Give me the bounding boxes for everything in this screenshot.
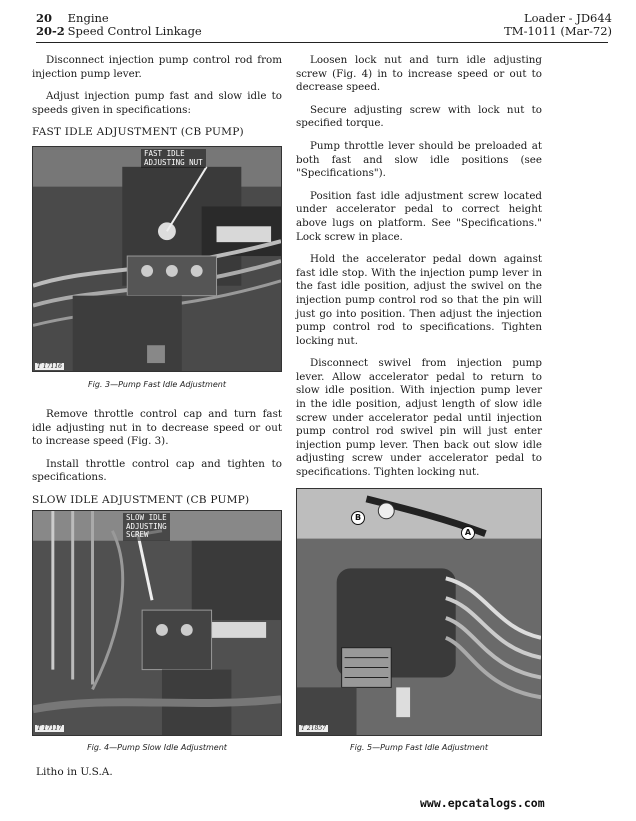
paragraph: Pump throttle lever should be preloaded at both fast and slow idle positions (see "Specifications").: [296, 139, 542, 180]
figure-5-photo: [296, 488, 542, 736]
callout-marker-a: A: [461, 526, 475, 540]
group-title: Speed Control Linkage: [67, 24, 202, 38]
figure-4-illustration: [33, 511, 281, 735]
paragraph: Disconnect injection pump control rod from injection pump lever.: [32, 54, 282, 80]
figure-3-illustration: [33, 147, 281, 371]
figure-callout: FAST IDLE ADJUSTING NUT: [141, 149, 206, 168]
paragraph: Hold the accelerator pedal down against fast idle stop. With the injection pump lever in the fast idle position, adjust the swivel on the injection pump control rod so that the pin will just go into position. Then adjust the injection pump control rod to specifications. Tighten locking nut.: [296, 253, 542, 347]
section-heading: FAST IDLE ADJUSTMENT (CB PUMP): [32, 126, 244, 139]
left-column: [32, 54, 282, 144]
manual-code: TM-1011 (Mar-72): [504, 24, 612, 38]
figure-3-photo: [32, 146, 282, 372]
manual-title: Loader - JD644: [523, 11, 612, 25]
page-header-right: [402, 12, 612, 38]
right-column: [296, 54, 542, 506]
figure-5-caption: Fig. 5—Pump Fast Idle Adjustment: [350, 743, 488, 752]
page-number: 20-2: [36, 24, 65, 38]
paragraph: Loosen lock nut and turn idle adjusting screw (Fig. 4) in to increase speed or out to decrease speed.: [296, 54, 542, 94]
footer-url: www.epcatalogs.com: [420, 796, 545, 810]
figure-3-caption: Fig. 3—Pump Fast Idle Adjustment: [88, 380, 226, 389]
paragraph: Disconnect swivel from injection pump lever. Allow accelerator pedal to return to slow idle position. With injection pump lever in the idle position, adjust length of slow idle screw under accelerator pedal until injection pump control rod swivel pin will just enter injection pump lever. Then back out slow idle adjusting screw under accelerator pedal to specifications. Tighten locking nut.: [296, 357, 542, 479]
figure-callout: SLOW IDLE ADJUSTING SCREW: [123, 513, 170, 541]
figure-5-illustration: [297, 489, 541, 735]
paragraph: Install throttle control cap and tighten to specifications.: [32, 457, 282, 484]
page-header-left: [36, 12, 286, 38]
footer-litho: Litho in U.S.A.: [36, 766, 113, 778]
figure-4-photo: [32, 510, 282, 736]
figure-id: T 17116: [37, 363, 62, 370]
figure-4-caption: Fig. 4—Pump Slow Idle Adjustment: [87, 743, 227, 752]
figure-id: T 21857: [301, 725, 326, 732]
section-heading: SLOW IDLE ADJUSTMENT (CB PUMP): [32, 493, 250, 506]
paragraph: Remove throttle control cap and turn fast idle adjusting nut in to decrease speed or out to increase speed (Fig. 3).: [32, 408, 282, 448]
section-number: 20: [36, 11, 53, 25]
header-rule: [36, 42, 608, 43]
figure-id: T 17117: [37, 725, 62, 732]
paragraph: Adjust injection pump fast and slow idle to speeds given in specifications:: [32, 90, 282, 116]
left-column-lower: [32, 408, 282, 512]
paragraph: Position fast idle adjustment screw located under accelerator pedal to correct height above lugs on platform. See "Specifications." Lock screw in place.: [296, 189, 542, 243]
section-title: Engine: [67, 11, 109, 25]
paragraph: Secure adjusting screw with lock nut to specified torque.: [296, 103, 542, 130]
callout-marker-b: B: [351, 511, 365, 525]
